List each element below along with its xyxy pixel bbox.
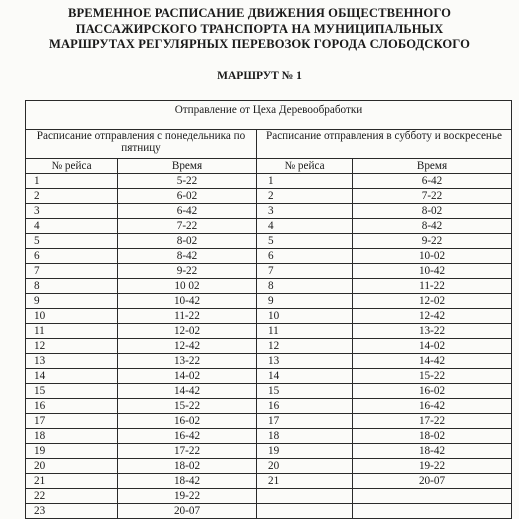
weekend-departure-time: 18-42 [353,444,512,459]
weekend-trip-number: 2 [257,189,353,204]
weekend-trip-number: 6 [257,249,353,264]
weekend-trip-number: 16 [257,399,353,414]
weekday-departure-time: 16-02 [118,414,257,429]
weekend-departure-time: 13-22 [353,324,512,339]
table-row [26,384,512,399]
empty-cell [257,489,353,504]
table-row [26,204,512,219]
weekend-trip-number: 14 [257,369,353,384]
weekend-trip-number: 18 [257,429,353,444]
weekday-departure-time: 6-42 [118,204,257,219]
table-row [26,504,512,519]
table-row [26,219,512,234]
weekday-trip-number: 19 [26,444,118,459]
weekday-trip-number: 14 [26,369,118,384]
weekday-departure-time: 20-07 [118,504,257,519]
weekend-heading: Расписание отправления в субботу и воскресенье [257,130,512,159]
weekend-departure-time: 14-02 [353,339,512,354]
table-row [26,459,512,474]
weekend-departure-time: 7-22 [353,189,512,204]
weekday-trip-number: 2 [26,189,118,204]
weekday-trip-number: 11 [26,324,118,339]
table-row [26,444,512,459]
route-heading: МАРШРУТ № 1 [217,70,302,82]
document-title [0,6,519,53]
weekend-trip-number: 3 [257,204,353,219]
weekday-trip-number: 4 [26,219,118,234]
weekday-departure-time: 12-42 [118,339,257,354]
weekday-trip-number: 23 [26,504,118,519]
weekend-departure-time: 9-22 [353,234,512,249]
weekend-departure-time: 18-02 [353,429,512,444]
weekend-trip-number: 10 [257,309,353,324]
weekday-departure-time: 8-02 [118,234,257,249]
weekend-departure-time: 16-02 [353,384,512,399]
weekend-trip-number: 5 [257,234,353,249]
empty-cell [257,504,353,519]
weekday-trip-number: 15 [26,384,118,399]
weekday-departure-time: 7-22 [118,219,257,234]
weekday-departure-time: 11-22 [118,309,257,324]
weekend-departure-time: 10-42 [353,264,512,279]
weekend-departure-time: 10-02 [353,249,512,264]
weekend-departure-time: 14-42 [353,354,512,369]
table-row [26,429,512,444]
table-row [26,174,512,189]
schedule-rows [26,174,512,519]
weekday-trip-number: 17 [26,414,118,429]
weekday-trip-number: 21 [26,474,118,489]
table-row [26,294,512,309]
table-row [26,489,512,504]
weekday-trip-number: 22 [26,489,118,504]
weekend-departure-time: 12-42 [353,309,512,324]
weekend-departure-time: 17-22 [353,414,512,429]
table-row [26,414,512,429]
weekend-trip-number: 7 [257,264,353,279]
weekday-trip-number: 12 [26,339,118,354]
weekday-departure-time: 6-02 [118,189,257,204]
weekday-trip-number: 8 [26,279,118,294]
weekday-trip-number: 16 [26,399,118,414]
weekend-trip-number: 17 [257,414,353,429]
title-line: ПАССАЖИРСКОГО ТРАНСПОРТА НА МУНИЦИПАЛЬНЫХ [75,21,444,36]
weekday-departure-time: 19-22 [118,489,257,504]
table-row [26,249,512,264]
weekday-trip-number: 7 [26,264,118,279]
schedule-table [25,100,512,519]
weekday-departure-time: 8-42 [118,249,257,264]
weekend-departure-time: 19-22 [353,459,512,474]
weekday-departure-time: 14-42 [118,384,257,399]
weekend-trip-number: 9 [257,294,353,309]
weekday-departure-time: 5-22 [118,174,257,189]
weekend-trip-number: 20 [257,459,353,474]
weekday-departure-time: 14-02 [118,369,257,384]
weekday-trip-number: 1 [26,174,118,189]
weekday-trip-number: 13 [26,354,118,369]
weekend-trip-number: 19 [257,444,353,459]
weekend-departure-time: 20-07 [353,474,512,489]
title-line: ВРЕМЕННОЕ РАСПИСАНИЕ ДВИЖЕНИЯ ОБЩЕСТВЕННОГО [67,6,452,20]
table-row [26,474,512,489]
weekday-departure-time: 18-02 [118,459,257,474]
weekend-time-header: Время [353,159,512,174]
weekday-trip-number: 9 [26,294,118,309]
empty-cell [353,489,512,504]
weekday-trip-number: 5 [26,234,118,249]
table-row [26,279,512,294]
title-line: МАРШРУТАХ РЕГУЛЯРНЫХ ПЕРЕВОЗОК ГОРОДА СЛОБОДСКОГО [48,37,471,51]
weekend-num-header: № рейса [257,159,353,174]
weekend-trip-number: 12 [257,339,353,354]
weekend-departure-time: 15-22 [353,369,512,384]
weekend-departure-time: 16-42 [353,399,512,414]
table-row [26,369,512,384]
departure-heading: Отправление от Цеха Деревообработки [26,101,512,130]
weekday-departure-time: 18-42 [118,474,257,489]
weekend-departure-time: 8-02 [353,204,512,219]
weekday-departure-time: 13-22 [118,354,257,369]
table-row [26,324,512,339]
table-row [26,264,512,279]
weekday-trip-number: 20 [26,459,118,474]
weekday-heading: Расписание отправления с понедельника по пятницу [26,130,257,159]
weekday-num-header: № рейса [26,159,118,174]
weekend-departure-time: 8-42 [353,219,512,234]
weekend-trip-number: 13 [257,354,353,369]
weekend-trip-number: 8 [257,279,353,294]
table-row [26,189,512,204]
table-row [26,339,512,354]
table-row [26,354,512,369]
weekend-trip-number: 11 [257,324,353,339]
table-row [26,234,512,249]
weekday-departure-time: 9-22 [118,264,257,279]
weekday-departure-time: 10-42 [118,294,257,309]
weekend-departure-time: 11-22 [353,279,512,294]
table-row [26,399,512,414]
weekday-trip-number: 6 [26,249,118,264]
empty-cell [353,504,512,519]
weekday-time-header: Время [118,159,257,174]
weekday-departure-time: 12-02 [118,324,257,339]
weekday-departure-time: 15-22 [118,399,257,414]
weekend-trip-number: 4 [257,219,353,234]
weekend-departure-time: 12-02 [353,294,512,309]
weekend-departure-time: 6-42 [353,174,512,189]
weekend-trip-number: 1 [257,174,353,189]
weekday-departure-time: 16-42 [118,429,257,444]
weekend-trip-number: 21 [257,474,353,489]
weekday-departure-time: 17-22 [118,444,257,459]
weekend-trip-number: 15 [257,384,353,399]
weekday-trip-number: 10 [26,309,118,324]
weekday-trip-number: 3 [26,204,118,219]
weekday-trip-number: 18 [26,429,118,444]
table-row [26,309,512,324]
weekday-departure-time: 10 02 [118,279,257,294]
